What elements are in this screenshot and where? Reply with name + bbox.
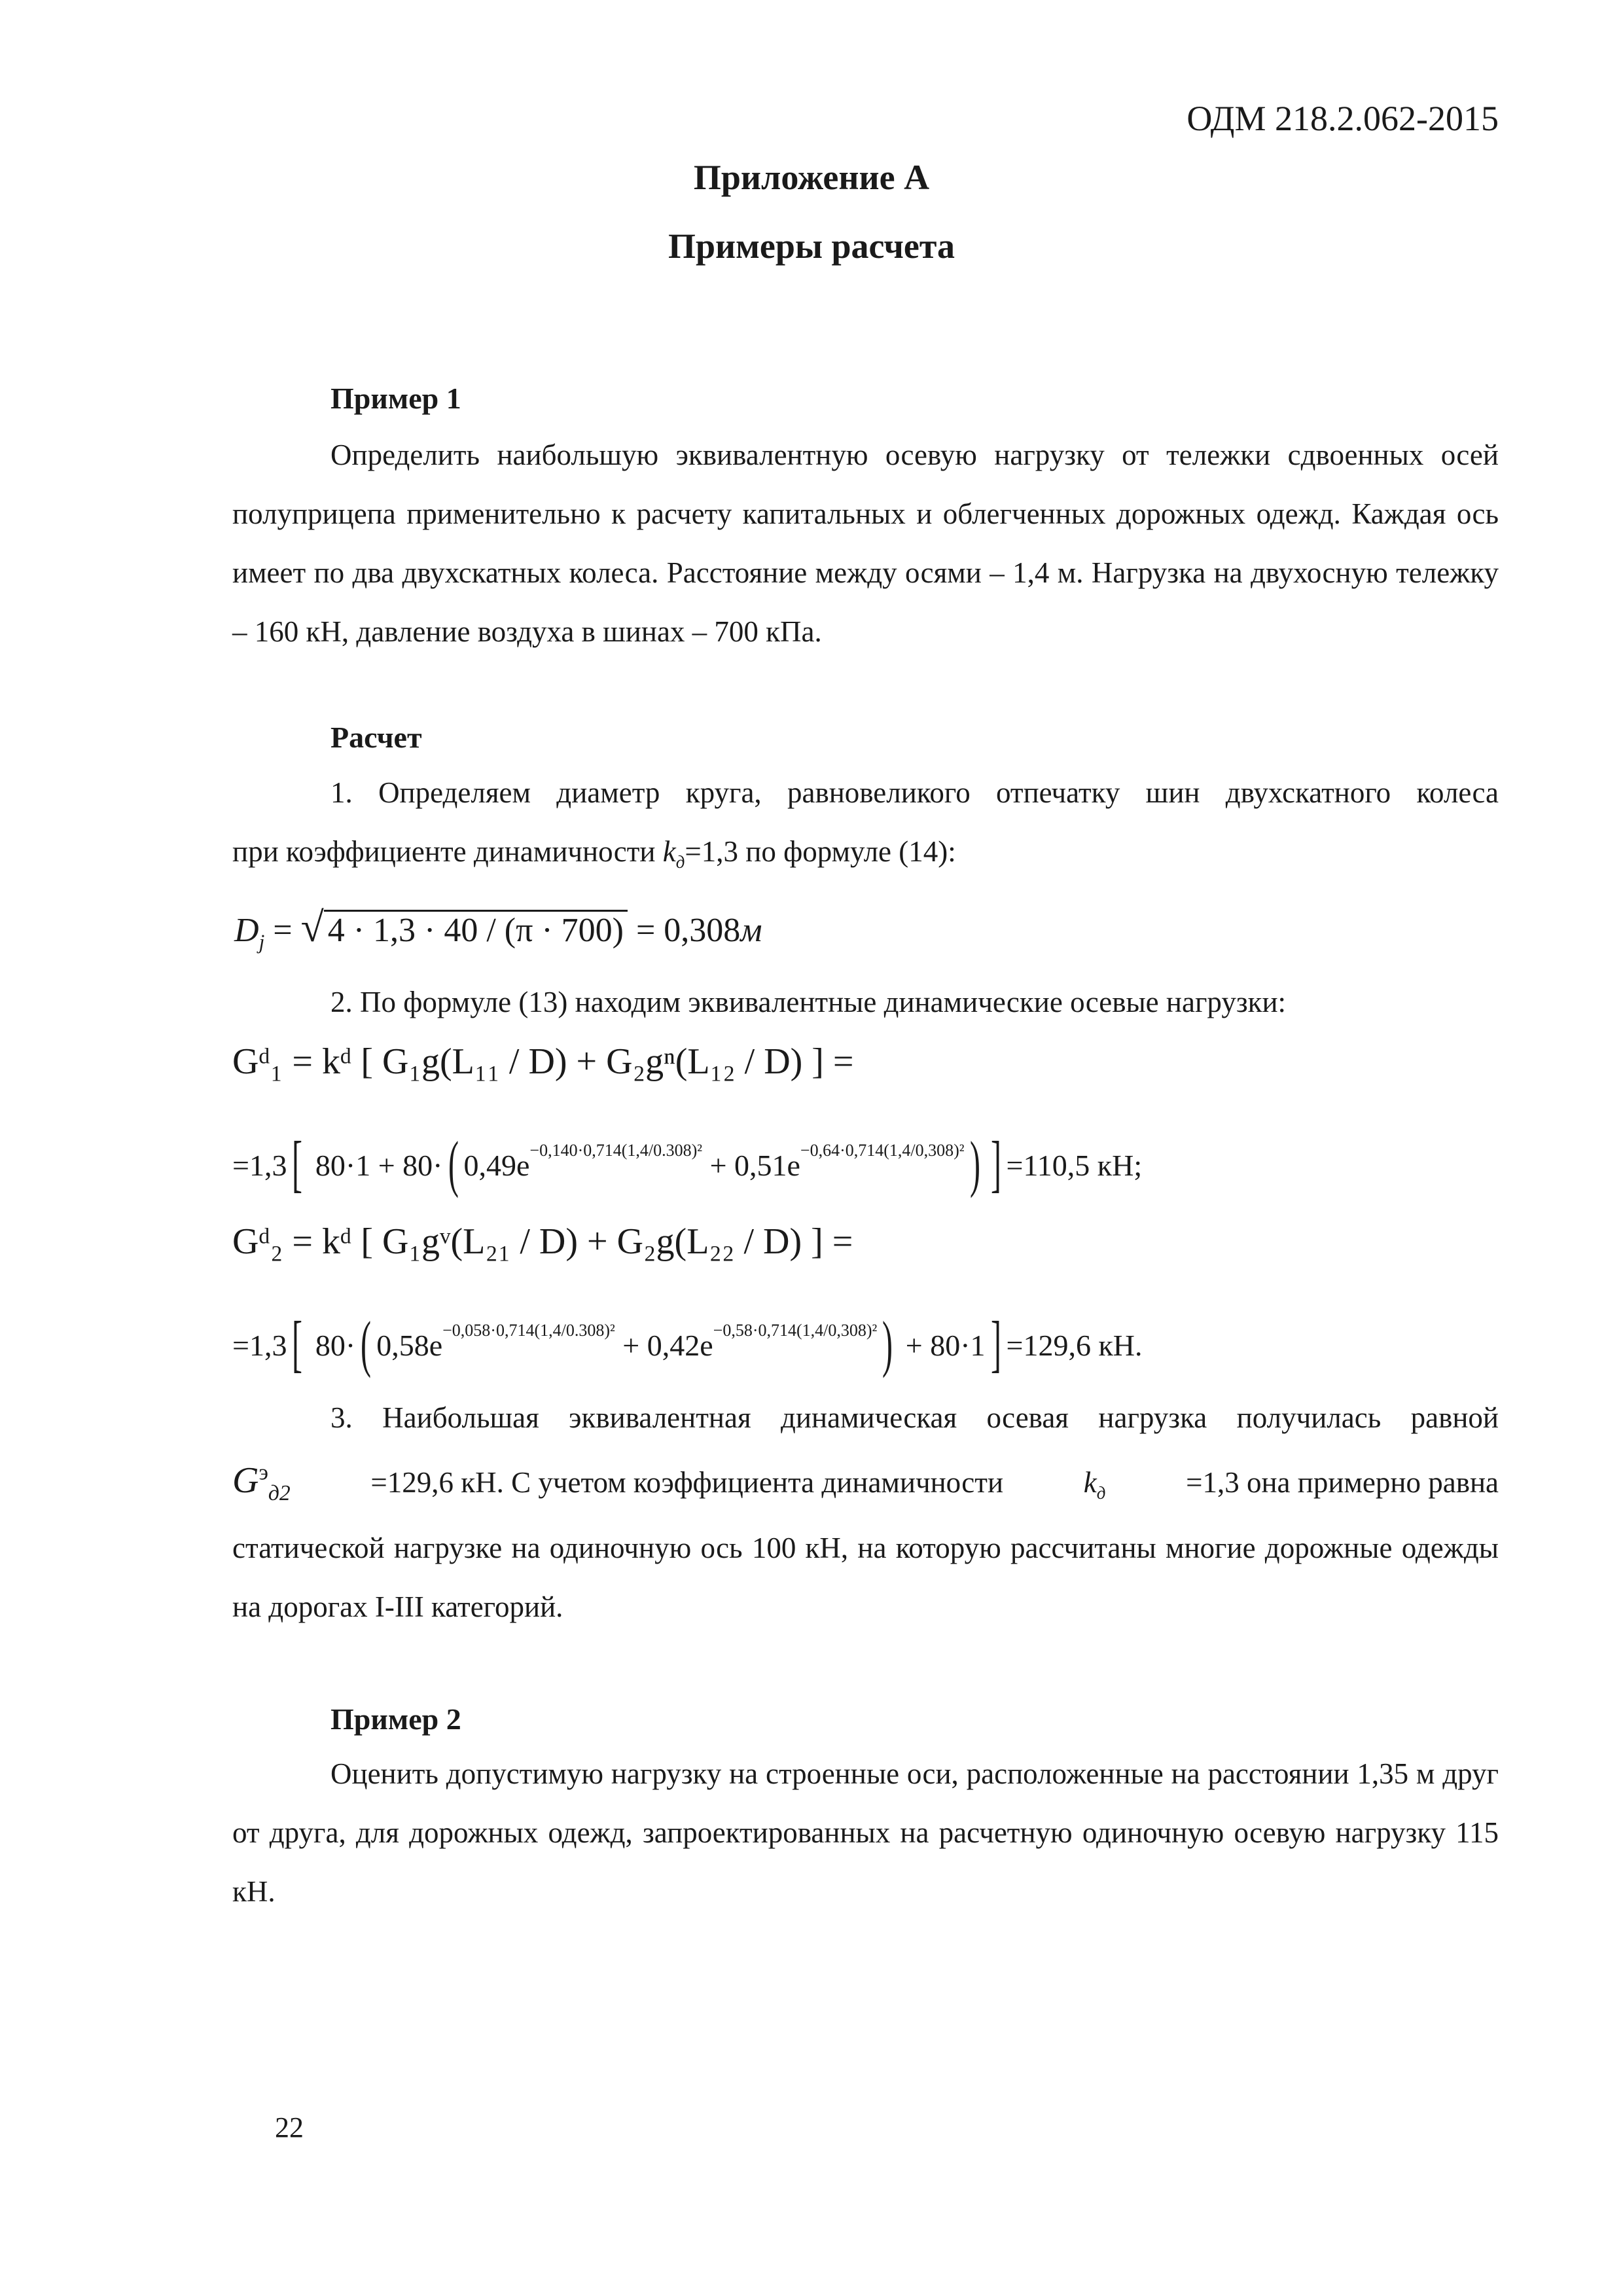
step3-line2 <box>232 1460 1499 1506</box>
g1-calc-b: 0,49e <box>463 1149 530 1182</box>
step1-line2-post: =1,3 по формуле (14): <box>685 835 956 868</box>
step1-line2 <box>232 834 956 872</box>
example1-heading: Пример 1 <box>330 382 461 415</box>
formula-d-lhs: D <box>234 912 259 949</box>
step2-text: 2. По формуле (13) находим эквивалентные динамические осевые нагрузки: <box>330 986 1287 1018</box>
g2-definition: Gᵈ₂ = kᵈ [ G₁gᵛ(L₂₁ / D) + G₂g(L₂₂ / D) ] = <box>232 1221 853 1262</box>
formula-d-rhs: = 0,308 <box>635 912 741 949</box>
g2-calc-b: 0,58e <box>376 1329 443 1362</box>
example2-heading: Пример 2 <box>330 1702 461 1736</box>
g2-symbol: $G^э_{д2}$ <box>232 1460 291 1506</box>
g2-calc-c: + 0,42e <box>622 1329 713 1362</box>
g1-definition: Gᵈ₁ = kᵈ [ G₁g(L₁₁ / D) + G₂gⁿ(L₁₂ / D) ] = <box>232 1041 854 1082</box>
g2-exp2: −0,58·0,714(1,4/0,308)² <box>713 1321 878 1340</box>
example1-text: Определить наибольшую эквивалентную осевую нагрузку от тележки сдвоенных осей полуприцепа применительно к расчету капитальных и облегченных дорожных одежд. Каждая ось имеет по два двухскатных колеса. Расстояние между осями – 1,4 м. Нагрузка на двухосную тележку – 160 кН, давление воздуха в шинах – 700 кПа. <box>232 439 1499 648</box>
g1-exp2: −0,64·0,714(1,4/0,308)² <box>800 1141 965 1160</box>
step1-text: 1. Определяем диаметр круга, равновеликого отпечатку шин двухскатного колеса <box>330 776 1499 809</box>
page-number: 22 <box>275 2111 304 2144</box>
g2-result: =129,6 кН. <box>1006 1329 1143 1362</box>
formula-d-unit: м <box>740 912 762 949</box>
g2-calc-a: 80· <box>315 1329 356 1362</box>
calc-heading: Расчет <box>330 721 422 754</box>
kd-symbol-2: $k_д$ <box>1083 1466 1106 1503</box>
g1-calc-pre: =1,3 <box>232 1149 287 1182</box>
appendix-title: Приложение А <box>693 158 930 197</box>
step3-rest: статической нагрузке на одиночную ось 100 кН, на которую рассчитаны многие дорожные одежды на дорогах I-III категорий. <box>232 1532 1499 1623</box>
g1-result: =110,5 кН; <box>1006 1149 1143 1182</box>
kd-symbol: $k_д$ <box>662 835 685 872</box>
step3-line2-a: =129,6 кН. С учетом коэффициента динамичности <box>370 1466 1004 1499</box>
g1-calc-a: 80·1 + 80· <box>315 1149 443 1182</box>
g1-calc-c: + 0,51e <box>709 1149 800 1182</box>
formula-diameter: $D_j$ = √ 4 · 1,3 · 40 / (π · 700) = 0,308м <box>234 904 762 954</box>
formula-d-eq: = <box>273 912 293 949</box>
g2-calc-d: + 80·1 <box>905 1329 986 1362</box>
step3-line1: 3. Наибольшая эквивалентная динамическая осевая нагрузка получилась равной <box>330 1401 1499 1434</box>
g2-exp1: −0,058·0,714(1,4/0.308)² <box>442 1321 615 1340</box>
g2-calc-pre: =1,3 <box>232 1329 287 1362</box>
g1-exp1: −0,140·0,714(1,4/0.308)² <box>529 1141 703 1160</box>
formula-d-lhs-sub: j <box>259 930 265 954</box>
step3-line2-b: =1,3 она примерно равна <box>1186 1466 1499 1499</box>
formula-d-radicand: 4 · 1,3 · 40 / (π · 700) <box>324 910 628 949</box>
appendix-subtitle: Примеры расчета <box>668 226 955 266</box>
example2-text: Оценить допустимую нагрузку на строенные оси, расположенные на расстоянии 1,35 м друг от друга, для дорожных одежд, запроектированных на расчетную одиночную осевую нагрузку 115 кН. <box>232 1757 1499 1908</box>
g1-calculation: =1,3[ 80·1 + 80·( $0,49e^{-0,140\cdot 0,714(1,4/0.308)^2} + 0,51e^{-0,64\cdot 0,714(1,4/0,308)^2}$) ] =110,5 кН; <box>232 1128 1143 1198</box>
g2-calculation: =1,3[ 80·( $0,58e^{-0,058\cdot 0,714(1,4/0.308)^2} + 0,42e^{-0,58\cdot 0,714(1,4/0,308)^2}) + 80\cdot 1] =129,6$ кН. <box>232 1308 1143 1378</box>
step1-line2-pre: при коэффициенте динамичности <box>232 835 656 868</box>
document-code: ОДМ 218.2.062-2015 <box>1186 99 1499 138</box>
